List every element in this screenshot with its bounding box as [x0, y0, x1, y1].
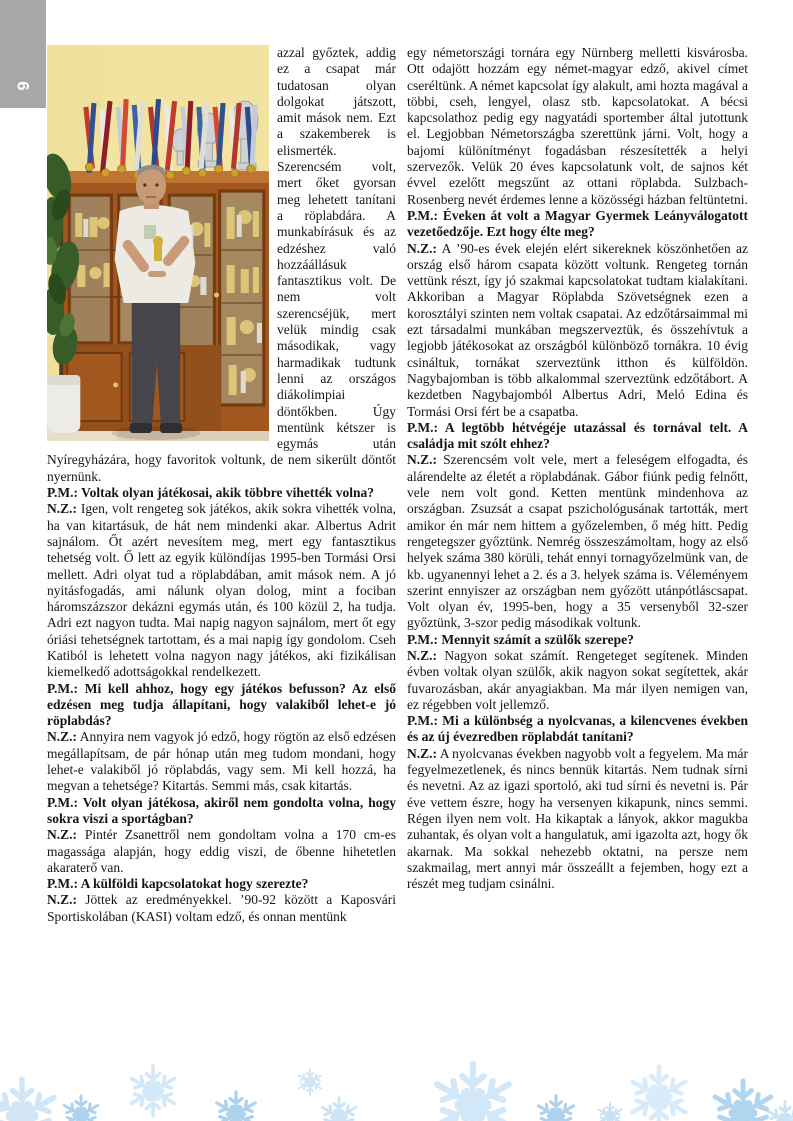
answer-5 [407, 241, 748, 420]
answer-text: Jöttek az eredményekkel. ’90-92 között a Kaposvári Sportiskolában (KASI) voltam edző, és onnan mentünk [47, 892, 396, 924]
snowflake-icon [764, 1100, 793, 1121]
answer-text: Pintér Zsanettről nem gondoltam volna a 170 cm-es magassága alapján, hogy eddig viszi, de őbenne hihetetlen akaraterő van. [47, 827, 397, 875]
answer-text: A ’90-es évek elején elért sikereknek köszönhetően az ország első három csapata között voltunk. Rengeteg tornán vettünk részt, így jó szakmai kapcsolatokat tudtam kialakítani. Akkoriban a Magyar Röplabda Szövetségnek ezen a korosztályi szinten nem voltak csapatai. Az edzőtársaimmal mi ezt társadalmi munkában megszerveztük, és összehívtuk a legjobb játékosokat az országból különböző tornákra. 10 évig csináltuk, tornákat szerveztünk itthon és külföldön. Nagybajomban is több alkalommal szerveztünk edzőtábort. A kezdetben Nagybajomból Albertus Adri, Meló Edina és Tormási Orsi fért be a csapatba. [407, 240, 749, 419]
question-5: P.M.: Éveken át volt a Magyar Gyermek Leányválogatott vezetőedzője. Ezt hogy élte meg? [407, 207, 748, 240]
question-6: P.M.: A legtöbb hétvégéje utazással és tornával telt. A családja mit szólt ehhez? [407, 419, 748, 452]
answer-speaker: N.Z.: [47, 729, 77, 745]
question-8: P.M.: Mi a különbség a nyolcvanas, a kilencvenes években és az új évezredben röplabdát tanítani? [407, 713, 748, 745]
snowflake-icon [0, 1076, 62, 1121]
answer-6 [407, 452, 748, 631]
answer-1 [47, 501, 396, 680]
answer-speaker: N.Z.: [407, 647, 437, 663]
intro-paragraph: egy németországi tornára egy Nürnberg melletti kisvárosba. Ott odajött hozzám egy német-magyar edző, akivel címet cseréltünk. A német kapcsolat így alakult, ami hozta magával a többi, cseh, lengyel, olasz stb. kapcsolatokat. A bécsi kapcsolathoz pedig egy nagyatádi sportember által jutottunk el. Legjobban Németországba szerettünk járni. Volt, hogy a bajomi különítményt fogadásban részesítették a helyi szervezők. Velük 20 éves kapcsolatunk volt, de sajnos két évvel ezelőtt megszűnt az ottani röplabda. Sulzbach-Rosenberg nevét érdemes lenne a közösségi házban feltüntetni. [407, 45, 748, 207]
interview-photo [47, 45, 269, 441]
snowflake-icon [296, 1068, 324, 1096]
snowflake-icon [318, 1096, 360, 1121]
snowflake-icon [534, 1094, 578, 1121]
intro-paragraph: azzal győztek, addig ez a csapat már tudatosan olyan dolgokat játszott, amit mások nem. Ezt a szakemberek is elismerték. Szerencsém volt, mert őket gyorsan meg lehetett tanítani a röplabdára. A munkabírásuk és az edzéshez való hozzáállásuk fantasztikus volt. De nem volt szerencséjük, mert velük mindig csak másodikak, vagy harmadikak tudtunk lenni az országos diákolimpiai döntőkben. Úgy mentünk kétszer is egymás után Nyíregyházára, hogy favoritok voltunk, de nem sikerült döntőt nyernünk. [47, 45, 396, 484]
snowflake-icon [126, 1064, 180, 1118]
answer-text: Igen, volt rengeteg sok játékos, akik sokra vihették volna, ha van kitartásuk, de hát nem mindenki akar. Albertus Adrit sajnálom. Őt azért nevesítem meg, mert egy fantasztikus tehetség volt. Ő lett az egyik különdíjas 1995-ben Tormási Orsi mellett. Adri olyat tud a röplabdában, amit mások nem. A jó nyitásfogadás, ami nálunk olyan dolog, mint a fociban háromszázszor dekázni egymás után, és 100 közül 2, ha tudja. Adri ezt nagyon tudta. Mai napig nagyon sajnálom, mert őt egy óriási tehetségnek tartottam, és a mai napig így gondolom. Cseh Katiból is lehetett volna nagyon nagy játékos, aki fizikálisan kiemelkedő adottságokkal rendelkezett. [47, 501, 396, 680]
page-number-bar [0, 0, 46, 108]
snowflake-icon [626, 1064, 692, 1121]
answer-text: Szerencsém volt vele, mert a feleségem elfogadta, és alárendelte az életét a röplabdának. Gábor fiúnk pedig felnőtt, vele nem volt gond. Ketten mentünk mindenhova az országban. Zsuzsát a csapat pszichológusának tartották, mert amikor én már nem hittem a győzelemben, ő még hitt. Pedig rengetegszer győztünk. Nemrég összeszámoltam, hogy az első helyek száma 380 körüli, tehát ennyi tornagyőzelmünk van, de kb. ugyanennyi lehet a 2. és a 3. helyek száma is. Véleményem szerint ennyiszer az országban nem győzött utánpótláscsapat. Volt olyan év, 1995-ben, hogy a 35 versenyből 32-szer győztünk, 3-szor pedig másodikak voltunk. [407, 452, 748, 631]
right-column [407, 45, 748, 892]
answer-speaker: N.Z.: [47, 501, 77, 517]
snowflake-icon [596, 1102, 624, 1121]
answer-speaker: N.Z.: [47, 892, 77, 908]
answer-2 [47, 729, 396, 794]
left-column [47, 45, 396, 925]
answer-speaker: N.Z.: [407, 745, 437, 761]
snowflake-icon [428, 1060, 518, 1121]
answer-text: Annyira nem vagyok jó edző, hogy rögtön az első edzésen megállapítsam, de pár hónap után meg tudom mondani, hogy lehet-e valakiből jó röplabdás, vagy sem. Mi kell hozzá, ha megvan a tehetsége? Kitartás. Semmi más, csak kitartás. [47, 729, 396, 794]
question-3: P.M.: Volt olyan játékosa, akiről nem gondolta volna, hogy sokra viszi a sportágban? [47, 794, 396, 826]
snowflake-icon [708, 1078, 778, 1121]
answer-8 [407, 746, 748, 893]
snowflake-icon [212, 1090, 260, 1121]
snowflake-icon [60, 1094, 102, 1121]
question-2: P.M.: Mi kell ahhoz, hogy egy játékos befusson? Az első edzésen meg tudja állapítani, hogy valakiből lehet-e jó röplabdás? [47, 680, 396, 729]
page-number: 6 [13, 81, 33, 91]
answer-4 [47, 892, 396, 925]
question-4: P.M.: A külföldi kapcsolatokat hogy szerezte? [47, 876, 309, 892]
question-1: P.M.: Voltak olyan játékosai, akik többre vihették volna? [47, 485, 375, 501]
question-7: P.M.: Mennyit számít a szülők szerepe? [407, 631, 634, 647]
answer-speaker: N.Z.: [407, 240, 437, 256]
answer-3 [47, 827, 396, 876]
answer-text: A nyolcvanas években nagyobb volt a fegyelem. Ma már fegyelmezetlenek, és nincs bennük kitartás. Nem tudnak sírni és nevetni. Az az igazi sportoló, aki tud sírni és nevetni is. Pár éve vettem észre, hogy ha versenyen kikapunk, nincs semmi. Régen ilyen nem volt. Ha kikaptak a lányok, akkor magukba zuhantak, és olyan volt a hangulatuk, ami igazolta azt, hogy ők akarnak. Ma sokkal nehezebb oktatni, na persze nem szakmailag, mert annyi már összeállt a fejemben, hogy ezt a részét meg tudjam csinálni. [407, 745, 748, 892]
answer-7 [407, 648, 748, 713]
answer-speaker: N.Z.: [407, 452, 437, 468]
answer-text: Nagyon sokat számít. Rengeteget segítenek. Minden évben voltak olyan szülők, akik nagyon sokat segítettek, akár fuvarozásban, akár anyagiakban. Ma már ilyen nemigen van, ez régebben volt jellemző. [407, 647, 748, 712]
answer-speaker: N.Z.: [47, 827, 77, 843]
